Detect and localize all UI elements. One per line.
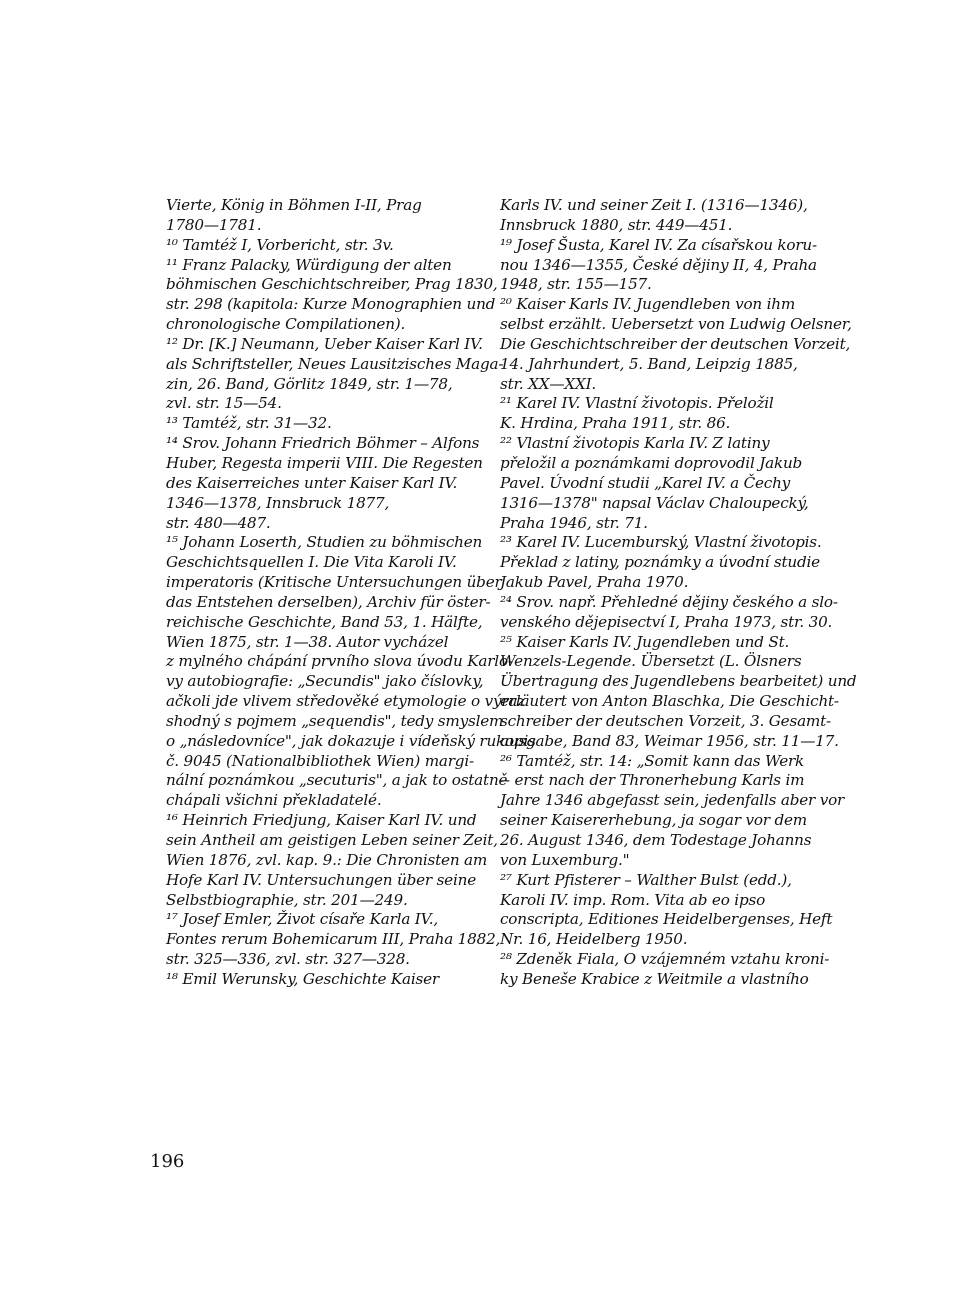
- footnote-line: Překlad z latiny, poznámky a úvodní studie: [500, 553, 820, 572]
- footnote-line: Übertragung des Jugendlebens bearbeitet) und: [500, 672, 857, 691]
- footnote-line: ²⁰ Kaiser Karls IV. Jugendleben von ihm: [500, 295, 796, 314]
- footnote-line: o „následovníce", jak dokazuje i vídeňský rukopis: [166, 731, 536, 750]
- footnote-line: přeložil a poznámkami doprovodil Jakub: [500, 453, 803, 472]
- footnote-line: Pavel. Úvodní studii „Karel IV. a Čechy: [500, 473, 791, 492]
- footnote-line: ¹⁹ Josef Šusta, Karel IV. Za císařskou koru-: [500, 235, 817, 254]
- footnote-line: böhmischen Geschichtschreiber, Prag 1830,: [166, 275, 498, 294]
- footnote-line: ²⁴ Srov. např. Přehledné dějiny českého a slo-: [500, 592, 838, 611]
- footnote-line: ¹⁶ Heinrich Friedjung, Kaiser Karl IV. und: [166, 811, 477, 830]
- footnote-line: 1316—1378" napsal Václav Chaloupecký,: [500, 493, 809, 512]
- footnote-line: Huber, Regesta imperii VIII. Die Regesten: [166, 453, 483, 472]
- footnote-line: z mylného chápání prvního slova úvodu Karlo-: [166, 652, 513, 671]
- footnote-line: str. XX—XXI.: [500, 374, 597, 393]
- footnote-line: 26. August 1346, dem Todestage Johanns: [500, 831, 812, 849]
- footnote-line: ačkoli jde vlivem středověké etymologie o výraz: [166, 692, 526, 711]
- footnotes-right-column: [500, 196, 857, 990]
- footnote-line: zvl. str. 15—54.: [166, 394, 282, 413]
- footnote-line: ¹¹ Franz Palacky, Würdigung der alten: [166, 255, 452, 274]
- footnote-line: ¹³ Tamtéž, str. 31—32.: [166, 414, 332, 433]
- footnote-line: ¹⁴ Srov. Johann Friedrich Böhmer – Alfons: [166, 434, 480, 453]
- footnote-line: venského dějepisectví I, Praha 1973, str. 30.: [500, 612, 833, 631]
- footnote-line: imperatoris (Kritische Untersuchungen über: [166, 573, 502, 592]
- footnote-line: ausgabe, Band 83, Weimar 1956, str. 11—17.: [500, 731, 839, 750]
- footnote-line: str. 298 (kapitola: Kurze Monographien und: [166, 295, 496, 314]
- footnote-line: Die Geschichtschreiber der deutschen Vorzeit,: [500, 334, 851, 353]
- footnote-line: als Schriftsteller, Neues Lausitzisches Maga-: [166, 354, 504, 373]
- footnote-line: selbst erzählt. Uebersetzt von Ludwig Oelsner,: [500, 315, 852, 334]
- footnote-line: Wien 1875, str. 1—38. Autor vycházel: [166, 632, 449, 651]
- footnote-line: shodný s pojmem „sequendis", tedy smyslem: [166, 711, 504, 730]
- footnote-line: Wien 1876, zvl. kap. 9.: Die Chronisten am: [166, 850, 488, 869]
- footnote-line: Jahre 1346 abgefasst sein, jedenfalls aber vor: [500, 791, 845, 810]
- footnote-line: ²³ Karel IV. Lucemburský, Vlastní životopis.: [500, 533, 822, 552]
- footnote-line: nální poznámkou „secuturis", a jak to ostatně: [166, 771, 508, 790]
- footnote-line: Vierte, König in Böhmen I-II, Prag: [166, 196, 422, 214]
- footnote-line: str. 325—336, zvl. str. 327—328.: [166, 950, 410, 969]
- footnote-line: sein Antheil am geistigen Leben seiner Zeit,: [166, 831, 498, 849]
- footnote-line: des Kaiserreiches unter Kaiser Karl IV.: [166, 473, 458, 492]
- footnote-line: Nr. 16, Heidelberg 1950.: [500, 930, 688, 949]
- footnote-line: Hofe Karl IV. Untersuchungen über seine: [166, 870, 477, 889]
- footnote-line: 1948, str. 155—157.: [500, 275, 652, 294]
- footnote-line: ²² Vlastní životopis Karla IV. Z latiny: [500, 434, 770, 453]
- footnote-line: Karoli IV. imp. Rom. Vita ab eo ipso: [500, 890, 766, 909]
- page-number: 196: [150, 1151, 185, 1172]
- footnote-line: Innsbruck 1880, str. 449—451.: [500, 215, 733, 234]
- footnote-line: reichische Geschichte, Band 53, 1. Hälfte,: [166, 612, 483, 631]
- footnote-line: K. Hrdina, Praha 1911, str. 86.: [500, 414, 731, 433]
- footnote-line: 1346—1378, Innsbruck 1877,: [166, 493, 390, 512]
- footnote-line: ²⁶ Tamtéž, str. 14: „Somit kann das Werk: [500, 751, 805, 770]
- footnote-line: Jakub Pavel, Praha 1970.: [500, 573, 689, 592]
- footnote-line: č. 9045 (Nationalbibliothek Wien) margi-: [166, 751, 474, 770]
- footnote-line: ky Beneše Krabice z Weitmile a vlastního: [500, 969, 809, 988]
- footnote-line: zin, 26. Band, Görlitz 1849, str. 1—78,: [166, 374, 453, 393]
- footnote-line: 1780—1781.: [166, 215, 262, 234]
- footnote-line: ²⁸ Zdeněk Fiala, O vzájemném vztahu kroni-: [500, 950, 830, 969]
- footnote-line: Wenzels-Legende. Übersetzt (L. Ölsners: [500, 652, 802, 671]
- footnote-line: ¹⁵ Johann Loserth, Studien zu böhmischen: [166, 533, 483, 552]
- footnote-line: Karls IV. und seiner Zeit I. (1316—1346),: [500, 196, 808, 214]
- footnote-line: ²⁷ Kurt Pfisterer – Walther Bulst (edd.),: [500, 870, 792, 889]
- footnote-line: ²¹ Karel IV. Vlastní životopis. Přeložil: [500, 394, 774, 413]
- footnote-line: Fontes rerum Bohemicarum III, Praha 1882,: [166, 930, 501, 949]
- footnote-line: Praha 1946, str. 71.: [500, 513, 648, 532]
- footnote-line: 14. Jahrhundert, 5. Band, Leipzig 1885,: [500, 354, 798, 373]
- footnote-line: ¹² Dr. [K.] Neumann, Ueber Kaiser Karl IV.: [166, 334, 483, 353]
- footnote-line: schreiber der deutschen Vorzeit, 3. Gesamt-: [500, 711, 831, 730]
- footnote-line: das Entstehen derselben), Archiv für öster-: [166, 592, 491, 611]
- footnote-line: ¹⁸ Emil Werunsky, Geschichte Kaiser: [166, 969, 439, 988]
- footnote-line: conscripta, Editiones Heidelbergenses, Heft: [500, 910, 833, 929]
- footnote-line: vy autobiografie: „Secundis" jako číslovky,: [166, 672, 484, 691]
- footnote-line: seiner Kaisererhebung, ja sogar vor dem: [500, 811, 807, 830]
- footnote-line: -- erst nach der Thronerhebung Karls im: [500, 771, 805, 790]
- footnote-line: ²⁵ Kaiser Karls IV. Jugendleben und St.: [500, 632, 790, 651]
- footnote-line: chronologische Compilationen).: [166, 315, 406, 334]
- footnote-line: Selbstbiographie, str. 201—249.: [166, 890, 408, 909]
- footnote-line: von Luxemburg.": [500, 850, 630, 869]
- footnote-line: ¹⁷ Josef Emler, Život císaře Karla IV.,: [166, 910, 438, 929]
- footnote-line: str. 480—487.: [166, 513, 271, 532]
- footnote-line: chápali všichni překladatelé.: [166, 791, 382, 810]
- footnote-line: nou 1346—1355, České dějiny II, 4, Praha: [500, 255, 817, 274]
- footnotes-left-column: [166, 196, 536, 990]
- footnote-line: erläutert von Anton Blaschka, Die Geschicht-: [500, 692, 839, 711]
- footnote-line: Geschichtsquellen I. Die Vita Karoli IV.: [166, 553, 457, 572]
- footnote-line: ¹⁰ Tamtéž I, Vorbericht, str. 3v.: [166, 235, 394, 254]
